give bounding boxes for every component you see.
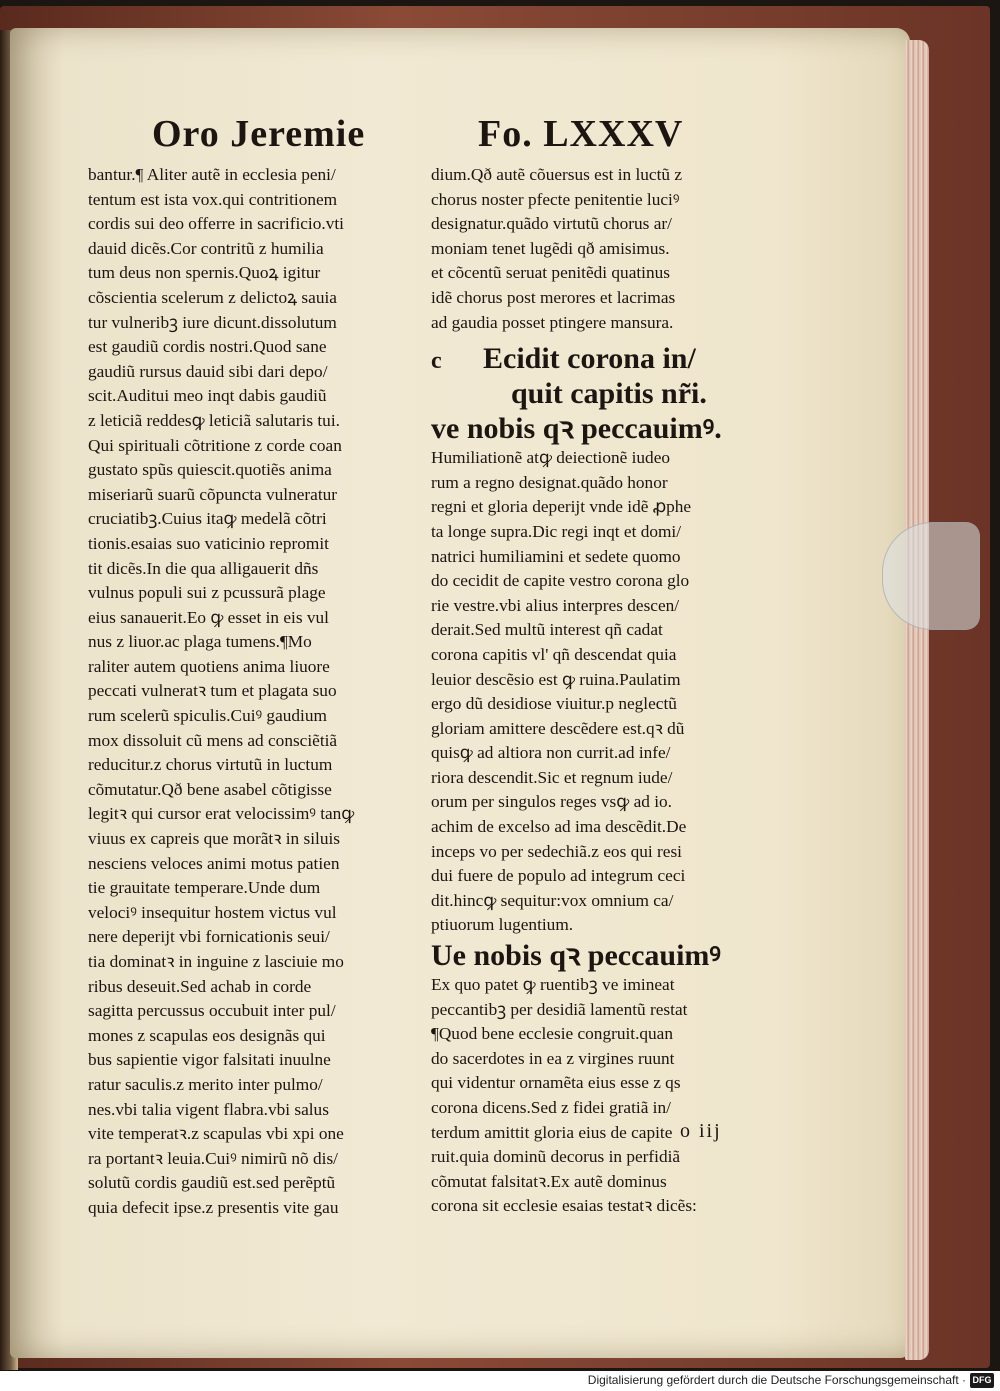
text-line: gloriam amittere descẽdere est.qꝛ dũ xyxy=(431,718,685,738)
text-line: vulnus populi sui z pcussurã plage xyxy=(88,583,326,603)
text-line: nus z liuor.ac plaga tumens.¶Mo xyxy=(88,632,312,652)
text-line: designatur.quãdo virtutũ chorus ar/ xyxy=(431,214,672,234)
text-line: nes.vbi talia vigent flabra.vbi salus xyxy=(88,1099,329,1119)
dfg-logo-icon: DFG xyxy=(970,1373,994,1388)
text-line: peccati vulneratꝛ tum et plagata suo xyxy=(88,681,337,701)
lemma-one-capital: c xyxy=(431,348,442,375)
text-line: nere deperijt vbi fornicationis seui/ xyxy=(88,927,330,947)
text-line: bus sapientie vigor falsitati inuulne xyxy=(88,1050,331,1070)
text-line: dium.Qð autẽ cõuersus est in luctũ z xyxy=(431,165,683,184)
text-line: z leticiã reddesꝙ leticiã salutaris tui. xyxy=(88,410,340,430)
text-line: dui fuere de populo ad integrum ceci xyxy=(431,866,686,886)
text-line: chorus noster pfecte penitentie luciꝰ xyxy=(431,189,680,209)
bookmark-tab xyxy=(882,522,980,630)
lemma-one-line-1: Ecidit corona in/ xyxy=(483,342,696,376)
text-line: ratur saculis.z merito inter pulmo/ xyxy=(88,1074,323,1094)
text-line: inceps vo per sedechiã.z eos qui resi xyxy=(431,841,682,861)
text-line: do cecidit de capite vestro corona glo xyxy=(431,571,690,591)
text-line: corona capitis vl' qñ descendat quia xyxy=(431,644,677,664)
text-line: orum per singulos reges vsꝙ ad io. xyxy=(431,792,672,812)
right-column-bottom-block xyxy=(431,973,722,1219)
text-line: peccantibꝫ per desidiã lamentũ restat xyxy=(431,999,688,1019)
text-line: mox dissoluit cũ mens ad consciẽtiã xyxy=(88,730,338,750)
text-line: dit.hincꝙ sequitur:vox omnium ca/ xyxy=(431,890,674,910)
page-fore-edge xyxy=(905,40,929,1360)
text-line: viuus ex capreis que morãtꝛ in siluis xyxy=(88,829,341,849)
text-line: miseriarũ suarũ cõpuncta vulneratur xyxy=(88,484,338,504)
text-line: tionis.esaias suo vaticinio repromit xyxy=(88,533,329,553)
text-line: Humiliationẽ atꝙ deiectionẽ iudeo xyxy=(431,448,671,468)
text-line: cõmutatur.Qð bene asabel cõtigisse xyxy=(88,779,332,799)
text-line: corona sit ecclesie esaias testatꝛ dicẽs: xyxy=(431,1196,697,1216)
text-line: ruit.quia dominũ decorus in perfidiã xyxy=(431,1147,681,1167)
text-line: qui videntur ornamẽta eius esse z qs xyxy=(431,1073,681,1093)
text-line: tit dicẽs.In die qua alligauerit dñs xyxy=(88,558,319,578)
text-line: tia dominatꝛ in inguine z lasciuie mo xyxy=(88,952,344,971)
text-line: et cõcentũ seruat penitẽdi quatinus xyxy=(431,263,670,283)
text-line: dauid dicẽs.Cor contritũ z humilia xyxy=(88,238,324,258)
text-line: quisꝙ ad altiora non currit.ad infe/ xyxy=(431,743,671,763)
text-line: gustato spũs quiescit.quotiẽs anima xyxy=(88,460,332,480)
lemma-one-block xyxy=(431,341,722,446)
right-column-top-block xyxy=(431,163,722,335)
text-line: tie grauitate temperare.Unde dum xyxy=(88,878,321,898)
text-line: corona dicens.Sed z fidei gratiã in/ xyxy=(431,1098,671,1117)
text-line: derait.Sed multũ interest qñ cadat xyxy=(431,620,663,640)
text-line: quia defecit ipse.z presentis vite gau xyxy=(88,1197,339,1217)
text-line: cõmutat falsitatꝛ.Ex autẽ dominus xyxy=(431,1171,667,1191)
text-line: cordis sui deo offerre in sacrificio.vti xyxy=(88,214,344,234)
text-line: mones z scapulas eos designãs qui xyxy=(88,1025,326,1045)
text-line: rum a regno designat.quãdo honor xyxy=(431,472,668,492)
text-line: Qui spirituali cõtritione z corde coan xyxy=(88,435,342,455)
text-line: sagitta percussus occubuit inter pul/ xyxy=(88,1001,336,1021)
right-column-middle-block xyxy=(431,446,722,938)
text-line: moniam tenet lugẽdi qð amisimus. xyxy=(431,238,670,258)
text-line: cõscientia scelerum z delictoꝝ sauia xyxy=(88,287,337,307)
text-line: tentum est ista vox.qui contritionem xyxy=(88,189,338,209)
text-line: est gaudiũ cordis nostri.Quod sane xyxy=(88,337,327,357)
text-line: legitꝛ qui cursor erat velocissimꝰ tanꝙ xyxy=(88,804,355,824)
text-line: cruciatibꝫ.Cuius itaꝙ medelã cõtri xyxy=(88,509,327,529)
text-line: rie vestre.vbi alius interpres descen/ xyxy=(431,595,680,615)
running-head-folio: Fo. LXXXV xyxy=(478,113,684,155)
text-line: ta longe supra.Dic regi inqt et domi/ xyxy=(431,521,682,541)
left-text-column xyxy=(88,163,354,1221)
text-line: do sacerdotes in ea z virgines ruunt xyxy=(431,1048,675,1068)
text-line: rum scelerũ spiculis.Cuiꝰ gaudium xyxy=(88,706,327,726)
text-line: Ex quo patet ꝙ ruentibꝫ ve imineat xyxy=(431,975,675,995)
text-line: ¶Quod bene ecclesie congruit.quan xyxy=(431,1024,673,1044)
text-line: gaudiũ rursus dauid sibi dari depo/ xyxy=(88,361,328,381)
lemma-one-line-3: ve nobis qꝛ peccauimꝰ. xyxy=(431,412,722,446)
text-line: ad gaudia posset ptingere mansura. xyxy=(431,312,674,332)
text-line: eius sanauerit.Eo ꝙ esset in eis vul xyxy=(88,607,329,627)
text-line: nesciens veloces animi motus patien xyxy=(88,853,340,873)
text-line: reducitur.z chorus virtutũ in luctum xyxy=(88,755,333,775)
text-line: regni et gloria deperijt vnde idẽ ꝓphe xyxy=(431,497,692,517)
right-text-column xyxy=(431,163,722,1219)
text-line: natrici humiliamini et sedete quomo xyxy=(431,546,681,566)
signature-mark: o iij xyxy=(680,1120,722,1142)
text-line: bantur.¶ Aliter autẽ in ecclesia peni/ xyxy=(88,165,336,184)
text-line: riora descendit.Sic et regnum iude/ xyxy=(431,767,673,787)
text-line: solutũ cordis gaudiũ est.sed perẽptũ xyxy=(88,1173,336,1193)
text-line: leuior descẽsio est ꝙ ruina.Paulatim xyxy=(431,669,681,689)
text-line: terdum amittit gloria eius de capite xyxy=(431,1122,673,1142)
text-line: idẽ chorus post merores et lacrimas xyxy=(431,287,676,307)
text-line: ribus deseuit.Sed achab in corde xyxy=(88,976,312,996)
footer-credit: Digitalisierung gefördert durch die Deutsche Forschungsgemeinschaft · xyxy=(587,1373,966,1387)
text-line: velociꝰ insequitur hostem victus vul xyxy=(88,902,337,922)
text-line: raliter autem quotiens anima liuore xyxy=(88,656,330,676)
footer-bar xyxy=(0,1371,1000,1391)
text-line: ra portantꝛ leuia.Cuiꝰ nimirũ nõ dis/ xyxy=(88,1148,338,1168)
text-line: vite temperatꝛ.z scapulas vbi xpi one xyxy=(88,1124,344,1144)
text-line: ptiuorum lugentium. xyxy=(431,915,574,935)
text-line: tum deus non spernis.Quoꝝ igitur xyxy=(88,263,321,283)
text-line: achim de excelso ad ima descẽdit.De xyxy=(431,817,687,837)
text-line: scit.Auditui meo inqt dabis gaudiũ xyxy=(88,386,327,406)
text-line: ergo dũ desidiose viuitur.p neglectũ xyxy=(431,694,677,714)
text-line: tur vulneribꝫ iure dicunt.dissolutum xyxy=(88,312,337,332)
lemma-two: Ue nobis qꝛ peccauimꝰ xyxy=(431,939,721,973)
lemma-one-line-2: quit capitis nr̃i. xyxy=(511,377,707,411)
running-head-left: Oro Jeremie xyxy=(152,113,366,155)
